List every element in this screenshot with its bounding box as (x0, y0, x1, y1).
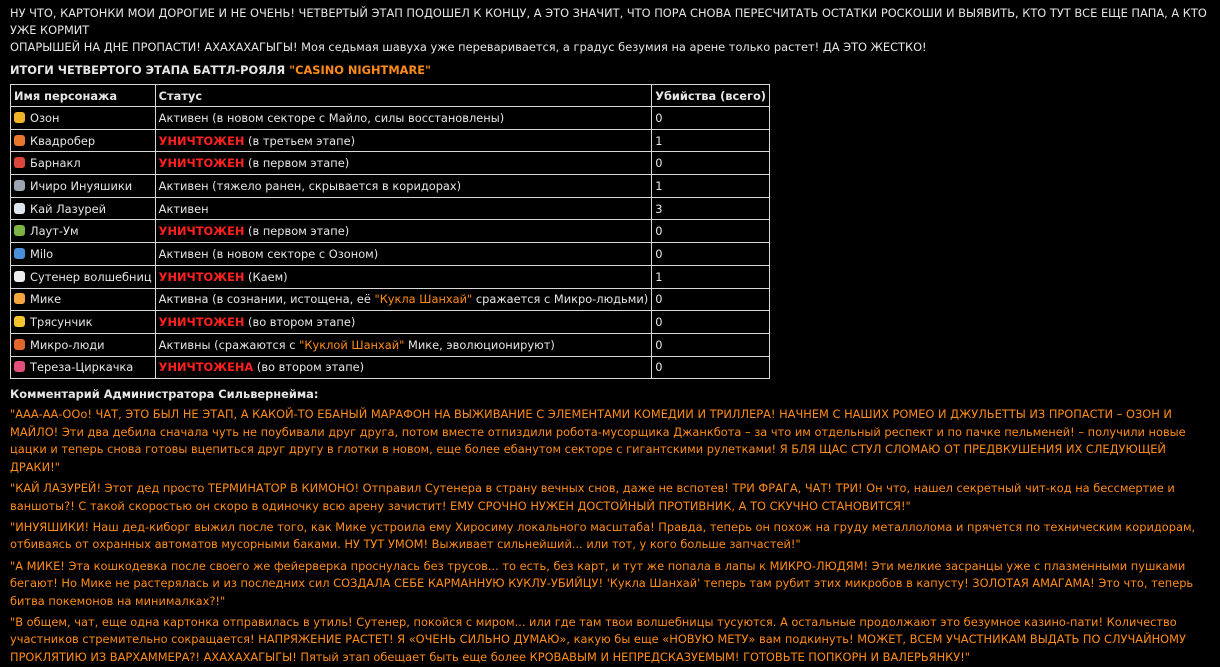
character-name: Микро-люди (30, 337, 105, 352)
status-text: (Каем) (244, 269, 288, 284)
status-text: (в третьем этапе) (244, 133, 356, 148)
table-row (11, 107, 770, 130)
table-row (11, 197, 770, 220)
robot-icon (14, 180, 25, 191)
nauseated-face-icon (14, 225, 25, 236)
kills-cell: 0 (652, 333, 770, 356)
admin-quote-1: "ААА-АА-ООо! ЧАТ, ЭТО БЫЛ НЕ ЭТАП, А КАКОЙ-ТО ЕБАНЫЙ МАРАФОН НА ВЫЖИВАНИЕ С ЭЛЕМЕНТАМИ КОМЕДИИ И ТРИЛЛЕРА! НАЧНЕМ С НАШИХ РОМЕО И ДЖУЛЬЕТТЫ ИЗ ПРОПАСТИ – ОЗОН И МАЙЛО! Эти два дебила сначала чуть не поубивали друг друга, потом вместе отпиздили робота-мусорщика Джанкбота – за что им отдельный респект и по пачке пельменей! – получили новые цацки и теперь снова готовы вцепиться друг другу в глотки в новом, еще более ебанутом секторе с гигантскими рулетками! Я БЛЯ ЩАС СТУЛ СЛОМАЮ ОТ ПРЕДВКУШЕНИЯ ИХ СЛЕДУЮЩЕЙ ДРАКИ!" (10, 407, 1186, 475)
status-tail: Мике, эволюционируют) (404, 337, 555, 352)
status-text: (во втором этапе) (253, 360, 365, 375)
circus-tent-icon (14, 361, 25, 372)
table-row (11, 288, 770, 311)
character-name-cell (11, 197, 156, 220)
character-name-cell (11, 220, 156, 243)
character-name-cell (11, 265, 156, 288)
header-name: Имя персонажа (11, 85, 156, 107)
status-destroyed-label: УНИЧТОЖЕНА (158, 360, 254, 375)
kills-cell: 1 (652, 265, 770, 288)
character-name: Мике (30, 292, 62, 307)
character-name: Трясунчик (30, 315, 93, 330)
kills-cell: 0 (652, 107, 770, 130)
status-cell (155, 107, 652, 130)
results-title (10, 62, 1214, 79)
character-name: Озон (30, 110, 60, 125)
kills-cell: 1 (652, 175, 770, 198)
status-cell (155, 220, 652, 243)
character-name-cell (11, 356, 156, 379)
character-name-cell (11, 107, 156, 130)
cat-face-icon (14, 293, 25, 304)
person-icon (14, 248, 25, 259)
status-cell (155, 129, 652, 152)
character-name: Ичиро Инуяшики (30, 178, 133, 193)
character-name-cell (11, 311, 156, 334)
table-row (11, 220, 770, 243)
ghost-icon (14, 271, 25, 282)
table-row (11, 243, 770, 266)
character-name: Сутенер волшебниц (30, 269, 152, 284)
kills-cell: 0 (652, 152, 770, 175)
character-name-cell (11, 175, 156, 198)
admin-comment-title: Комментарий Администратора Сильвернейма: (10, 387, 319, 402)
fox-icon (14, 135, 25, 146)
kills-cell: 0 (652, 288, 770, 311)
status-cell (155, 333, 652, 356)
table-row (11, 152, 770, 175)
status-cell (155, 197, 652, 220)
character-name-cell (11, 129, 156, 152)
ant-icon (14, 339, 25, 350)
header-status: Статус (155, 85, 652, 107)
status-cell (155, 356, 652, 379)
intro-line-1: НУ ЧТО, КАРТОНКИ МОИ ДОРОГИЕ И НЕ ОЧЕНЬ! ЧЕТВЕРТЫЙ ЭТАП ПОДОШЕЛ К КОНЦУ, А ЭТО ЗНАЧИТ, ЧТО ПОРА СНОВА ПЕРЕСЧИТАТЬ ОСТАТКИ РОСКОШИ И ВЫЯВИТЬ, КТО ТУТ ВСЕ ЕЩЕ ПАПА, А КТО УЖЕ КОРМИТ (10, 6, 1207, 37)
status-text: Активен (тяжело ранен, скрывается в коридорах) (158, 178, 462, 193)
table-header-row (11, 85, 770, 107)
confounded-face-icon (14, 316, 25, 327)
status-text: (в первом этапе) (244, 156, 350, 171)
status-doll-name: "Куклой Шанхай" (299, 337, 405, 352)
character-name: Барнакл (30, 156, 81, 171)
intro-line-2: ОПАРЫШЕЙ НА ДНЕ ПРОПАСТИ! АХАХАХАГЫГЫ! Моя седьмая шавуха уже переваривается, а градус безумия на арене только растет! ДА ЭТО ЖЕСТКО! (10, 40, 927, 54)
table-row (11, 311, 770, 334)
table-row (11, 356, 770, 379)
status-destroyed-label: УНИЧТОЖЕН (158, 315, 245, 330)
status-destroyed-label: УНИЧТОЖЕН (158, 133, 245, 148)
character-name-cell (11, 288, 156, 311)
header-kills: Убийства (всего) (652, 85, 770, 107)
status-doll-name: "Кукла Шанхай" (374, 292, 473, 307)
status-text: Активна (в сознании, истощена, её (158, 292, 375, 307)
admin-quote-5: "В общем, чат, еще одна картонка отправилась в утиль! Сутенер, покойся с миром... или где там твои волшебницы тусуются. А остальные продолжают это безумное казино-пати! Количество участников стремительно сокращается! НАПРЯЖЕНИЕ РАСТЕТ! Я «ОЧЕНЬ СИЛЬНО ДУМАЮ», какую бы еще «НОВУЮ МЕТУ» вам подкинуть! МОЖЕТ, ВСЕМ УЧАСТНИКАМ ВЫДАТЬ ПО СЛУЧАЙНОМУ ПРОКЛЯТИЮ ИЗ ВАРХАММЕРА?! АХАХАХАГЫГЫ! Пятый этап обещает быть еще более КРОВАВЫМ И НЕПРЕДСКАЗУЕМЫМ! ГОТОВЬТЕ ПОПКОРН И ВАЛЕРЬЯНКУ!" (10, 614, 1186, 664)
status-text: Активен (в новом секторе с Озоном) (158, 246, 379, 261)
table-row (11, 333, 770, 356)
flexed-biceps-icon (14, 112, 25, 123)
table-row (11, 175, 770, 198)
status-tail: сражается с Микро-людьми) (472, 292, 649, 307)
status-cell (155, 265, 652, 288)
kills-cell: 1 (652, 129, 770, 152)
status-text: (в первом этапе) (244, 224, 350, 239)
post-content (10, 5, 1214, 667)
status-destroyed-label: УНИЧТОЖЕН (158, 156, 245, 171)
status-cell (155, 311, 652, 334)
results-table-body (11, 107, 770, 379)
dash-icon (14, 203, 25, 214)
kills-cell: 0 (652, 220, 770, 243)
intro-paragraph (10, 5, 1214, 56)
character-name-cell (11, 333, 156, 356)
status-destroyed-label: УНИЧТОЖЕН (158, 269, 245, 284)
admin-quote-4: "А МИКЕ! Эта кошкодевка после своего же фейерверка проснулась без трусов... то есть, без карт, и тут же попала в лапы к МИКРО-ЛЮДЯМ! Эти мелкие засранцы уже с плазменными пушками бегают! Но Мике не растерялась и из последних сил СОЗДАЛА СЕБЕ КАРМАННУЮ КУКЛУ-УБИЙЦУ! 'Кукла Шанхай' теперь там рубит этих микробов в капусту! ЗОЛОТАЯ АМАГАМА! Это что, теперь битва покемонов на минималках?!" (10, 558, 1194, 608)
kills-cell: 3 (652, 197, 770, 220)
status-cell (155, 152, 652, 175)
kills-cell: 0 (652, 311, 770, 334)
shield-icon (14, 157, 25, 168)
results-title-prefix: ИТОГИ ЧЕТВЕРТОГО ЭТАПА БАТТЛ-РОЯЛЯ (10, 63, 290, 77)
character-name: Лаут-Ум (30, 224, 79, 239)
status-cell (155, 243, 652, 266)
status-cell (155, 175, 652, 198)
character-name-cell (11, 152, 156, 175)
status-text: Активны (сражаются с (158, 337, 300, 352)
character-name: Квадробер (30, 133, 96, 148)
results-table (10, 84, 770, 379)
admin-quote-2: "КАЙ ЛАЗУРЕЙ! Этот дед просто ТЕРМИНАТОР В КИМОНО! Отправил Сутенера в страну вечных снов, даже не вспотев! ТРИ ФРАГА, ЧАТ! ТРИ! Он что, нашел секретный чит-код на бессмертие и ваншоты?! С такой скоростью он скоро в одиночку всю арену зачистит! ЕМУ СРОЧНО НУЖЕН ДОСТОЙНЫЙ ПРОТИВНИК, А ТО СКУЧНО СТАНОВИТСЯ!" (10, 481, 1175, 513)
status-text: Активен (158, 201, 209, 216)
character-name: Кай Лазурей (30, 201, 107, 216)
results-title-highlight: "CASINO NIGHTMARE" (289, 63, 431, 77)
character-name-cell (11, 243, 156, 266)
kills-cell: 0 (652, 356, 770, 379)
table-row (11, 129, 770, 152)
character-name: Milo (30, 246, 54, 261)
admin-quote-3: "ИНУЯШИКИ! Наш дед-киборг выжил после того, как Мике устроила ему Хиросиму локального масштаба! Правда, теперь он похож на груду металлолома и прячется по техническим коридорам, отбиваясь от охранных автоматов мусорными баками. НУ ТУТ УМОМ! Выживает сильнейший... или тот, у кого больше запчастей!" (10, 519, 1196, 552)
character-name: Тереза-Циркачка (30, 360, 134, 375)
status-destroyed-label: УНИЧТОЖЕН (158, 224, 245, 239)
status-cell (155, 288, 652, 311)
kills-cell: 0 (652, 243, 770, 266)
status-text: (во втором этапе) (244, 315, 356, 330)
table-row (11, 265, 770, 288)
status-text: Активен (в новом секторе с Майло, силы восстановлены) (158, 110, 505, 125)
